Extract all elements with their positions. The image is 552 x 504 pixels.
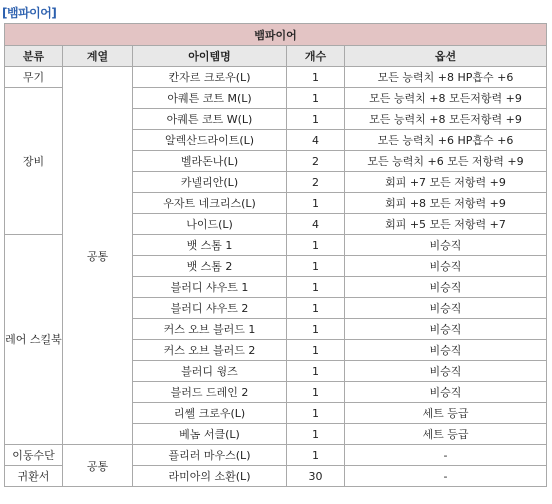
count-cell: 1 bbox=[287, 256, 345, 277]
option-cell: 모든 능력치 +6 HP흡수 +6 bbox=[345, 130, 547, 151]
item-name-cell: 뱃 스톰 2 bbox=[133, 256, 287, 277]
item-name-cell: 블러드 드레인 2 bbox=[133, 382, 287, 403]
item-name-cell: 칸자르 크로우(L) bbox=[133, 67, 287, 88]
category-cell: 장비 bbox=[5, 88, 63, 235]
count-cell: 30 bbox=[287, 466, 345, 487]
item-name-cell: 플리러 마우스(L) bbox=[133, 445, 287, 466]
series-cell: 공통 bbox=[63, 445, 133, 487]
item-name-cell: 커스 오브 블러드 1 bbox=[133, 319, 287, 340]
column-header-item-name: 아이템명 bbox=[133, 46, 287, 67]
count-cell: 1 bbox=[287, 403, 345, 424]
item-name-cell: 블러디 샤우트 2 bbox=[133, 298, 287, 319]
category-cell: 이동수단 bbox=[5, 445, 63, 466]
item-name-cell: 베놈 서클(L) bbox=[133, 424, 287, 445]
count-cell: 2 bbox=[287, 151, 345, 172]
option-cell: 회피 +8 모든 저항력 +9 bbox=[345, 193, 547, 214]
count-cell: 1 bbox=[287, 445, 345, 466]
count-cell: 1 bbox=[287, 319, 345, 340]
option-cell: 세트 등급 bbox=[345, 403, 547, 424]
table-title: 뱀파이어 bbox=[5, 24, 547, 46]
option-cell: 비승직 bbox=[345, 382, 547, 403]
count-cell: 1 bbox=[287, 67, 345, 88]
item-name-cell: 블러디 윙즈 bbox=[133, 361, 287, 382]
table-row bbox=[5, 445, 547, 466]
option-cell: 모든 능력치 +8 모든저항력 +9 bbox=[345, 109, 547, 130]
count-cell: 1 bbox=[287, 109, 345, 130]
option-cell: 회피 +5 모든 저항력 +7 bbox=[345, 214, 547, 235]
count-cell: 4 bbox=[287, 214, 345, 235]
option-cell: 모든 능력치 +6 모든 저항력 +9 bbox=[345, 151, 547, 172]
section-heading: [뱀파이어] bbox=[2, 6, 57, 20]
item-name-cell: 카넬리안(L) bbox=[133, 172, 287, 193]
count-cell: 1 bbox=[287, 340, 345, 361]
option-cell: - bbox=[345, 445, 547, 466]
count-cell: 1 bbox=[287, 235, 345, 256]
option-cell: 회피 +7 모든 저항력 +9 bbox=[345, 172, 547, 193]
table-row bbox=[5, 67, 547, 88]
option-cell: 세트 등급 bbox=[345, 424, 547, 445]
count-cell: 1 bbox=[287, 424, 345, 445]
count-cell: 1 bbox=[287, 298, 345, 319]
option-cell: 모든 능력치 +8 모든저항력 +9 bbox=[345, 88, 547, 109]
item-name-cell: 아퀘튼 코트 W(L) bbox=[133, 109, 287, 130]
column-header-series: 계열 bbox=[63, 46, 133, 67]
count-cell: 1 bbox=[287, 193, 345, 214]
count-cell: 1 bbox=[287, 382, 345, 403]
count-cell: 2 bbox=[287, 172, 345, 193]
category-cell: 귀환서 bbox=[5, 466, 63, 487]
option-cell: 비승직 bbox=[345, 319, 547, 340]
option-cell: - bbox=[345, 466, 547, 487]
category-cell: 무기 bbox=[5, 67, 63, 88]
item-name-cell: 우자트 네크리스(L) bbox=[133, 193, 287, 214]
column-header-count: 개수 bbox=[287, 46, 345, 67]
count-cell: 4 bbox=[287, 130, 345, 151]
option-cell: 비승직 bbox=[345, 361, 547, 382]
item-name-cell: 알렉산드라이트(L) bbox=[133, 130, 287, 151]
table-title-row bbox=[5, 24, 547, 46]
column-header-option: 옵션 bbox=[345, 46, 547, 67]
item-name-cell: 뱃 스톰 1 bbox=[133, 235, 287, 256]
count-cell: 1 bbox=[287, 88, 345, 109]
item-name-cell: 나이드(L) bbox=[133, 214, 287, 235]
option-cell: 모든 능력치 +8 HP흡수 +6 bbox=[345, 67, 547, 88]
series-cell: 공통 bbox=[63, 67, 133, 445]
item-name-cell: 커스 오브 블러드 2 bbox=[133, 340, 287, 361]
option-cell: 비승직 bbox=[345, 298, 547, 319]
category-cell: 레어 스킬북 bbox=[5, 235, 63, 445]
option-cell: 비승직 bbox=[345, 235, 547, 256]
vampire-item-table bbox=[4, 23, 547, 487]
item-name-cell: 리쎌 크로우(L) bbox=[133, 403, 287, 424]
option-cell: 비승직 bbox=[345, 277, 547, 298]
column-header-category: 분류 bbox=[5, 46, 63, 67]
option-cell: 비승직 bbox=[345, 256, 547, 277]
item-name-cell: 블러디 샤우트 1 bbox=[133, 277, 287, 298]
header-row bbox=[5, 46, 547, 67]
count-cell: 1 bbox=[287, 277, 345, 298]
item-name-cell: 아퀘튼 코트 M(L) bbox=[133, 88, 287, 109]
option-cell: 비승직 bbox=[345, 340, 547, 361]
item-name-cell: 벨라돈나(L) bbox=[133, 151, 287, 172]
item-name-cell: 라미아의 소환(L) bbox=[133, 466, 287, 487]
count-cell: 1 bbox=[287, 361, 345, 382]
